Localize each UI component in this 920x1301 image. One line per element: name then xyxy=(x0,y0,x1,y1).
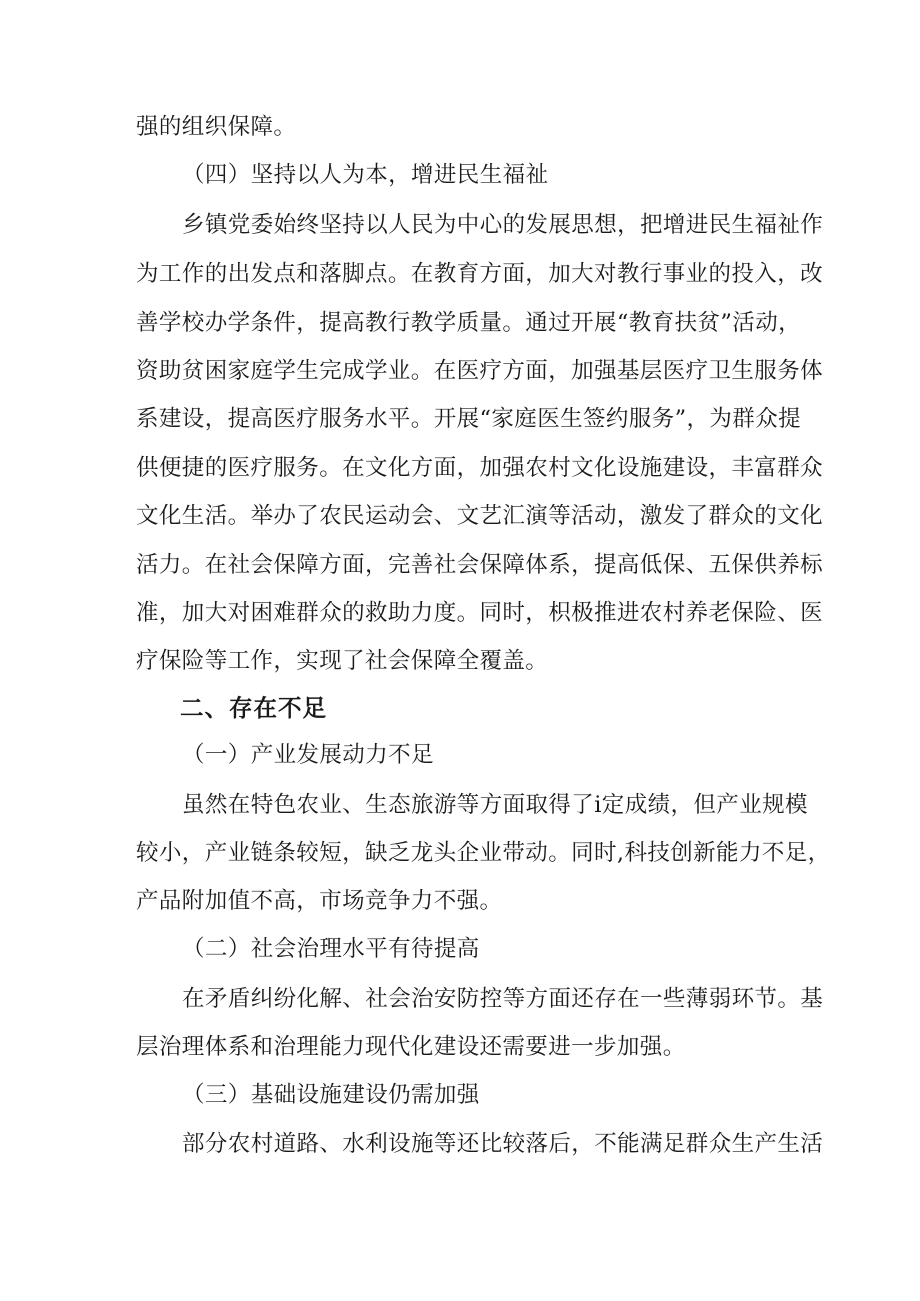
paragraph-line: 产品附加值不高，市场竞争力不强。 xyxy=(136,888,503,914)
paragraph-line: 善学校办学条件，提高教行教学质量。通过开展“教育扶贫”活动， xyxy=(136,310,802,336)
paragraph-line: 活力。在社会保障方面，完善社会保障体系，提高低保、五保供养标 xyxy=(136,552,824,578)
paragraph-line: 部分农村道路、水利设施等还比较落后，不能满足群众生产生活 xyxy=(182,1131,824,1157)
paragraph-line: 较小，产业链条较短，缺乏龙头企业带动。同时,科技创新能力不足， xyxy=(136,840,831,866)
subsection-heading: （二）社会治理水平有待提高 xyxy=(182,936,480,962)
section-heading: 二、存在不足 xyxy=(180,694,327,722)
subsection-heading: （一）产业发展动力不足 xyxy=(182,742,434,768)
subsection-heading: （三）基础设施建设仍需加强 xyxy=(182,1082,480,1108)
paragraph-line: 层治理体系和治理能力现代化建设还需要进一步加强。 xyxy=(136,1034,686,1060)
paragraph-line: 为工作的出发点和落脚点。在教育方面，加大对教行事业的投入，改 xyxy=(136,261,824,287)
paragraph-line: 系建设，提高医疗服务水平。开展“家庭医生签约服务”，为群众提 xyxy=(136,406,802,432)
paragraph-line: 在矛盾纠纷化解、社会治安防控等方面还存在一些薄弱环节。基 xyxy=(182,986,824,1012)
paragraph-line: 资助贫困家庭学生完成学业。在医疗方面，加强基层医疗卫生服务体 xyxy=(136,358,824,384)
subsection-heading: （四）坚持以人为本，增进民生福祉 xyxy=(182,162,549,188)
paragraph-line: 乡镇党委始终坚持以人民为中心的发展思想，把增进民生福祉作 xyxy=(182,212,824,238)
text-line: 强的组织保障。 xyxy=(136,114,297,140)
paragraph-line: 准，加大对困难群众的救助力度。同时，枳极推进农村养老保险、医 xyxy=(136,600,824,626)
paragraph-line: 文化生活。举办了农民运动会、文艺汇演等活动，激发了群众的文化 xyxy=(136,503,824,529)
paragraph-line: 供便捷的医疗服务。在文化方面，加强农村文化设施建设，丰富群众 xyxy=(136,455,824,481)
paragraph-line: 疗保险等工作，实现了社会保障全覆盖。 xyxy=(136,648,549,674)
paragraph-line: 虽然在特色农业、生态旅游等方面取得了i定成绩，但产业规模 xyxy=(182,792,808,818)
